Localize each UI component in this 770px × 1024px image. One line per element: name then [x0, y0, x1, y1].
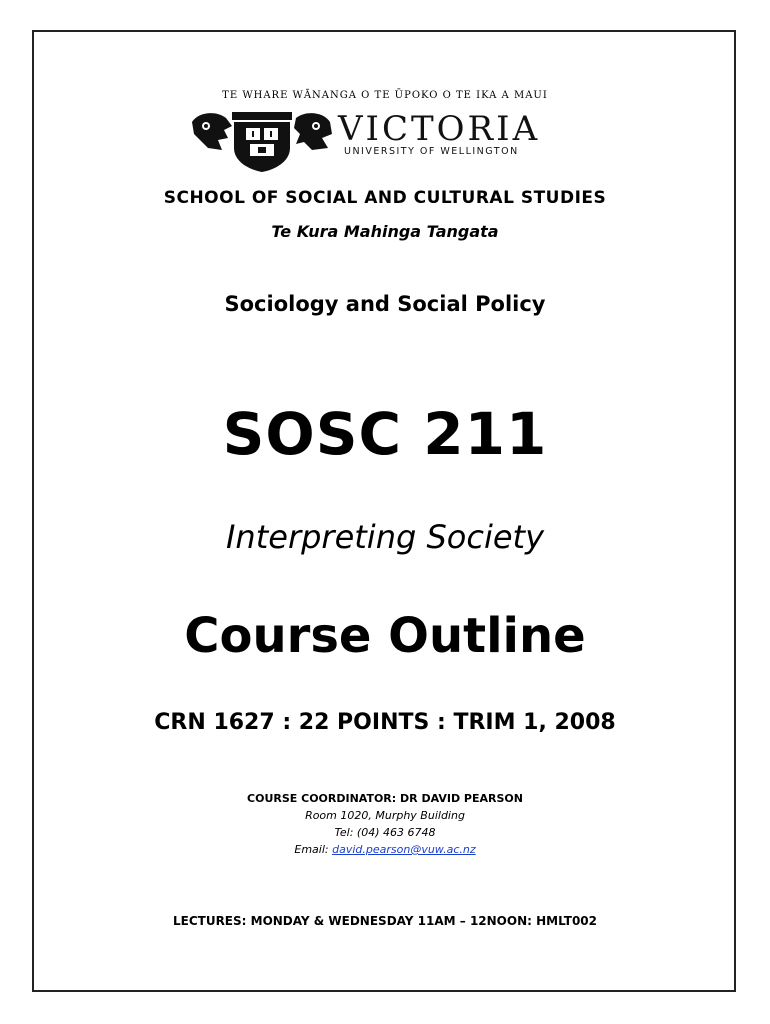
course-coordinator: COURSE COORDINATOR: DR DAVID PEARSON	[247, 792, 523, 805]
left-manaia-icon	[192, 113, 232, 150]
right-manaia-icon	[294, 113, 332, 150]
coordinator-email-line	[0, 843, 770, 856]
school-name: SCHOOL OF SOCIAL AND CULTURAL STUDIES	[163, 188, 607, 208]
coordinator-room: Room 1020, Murphy Building	[305, 809, 465, 822]
university-motto: TE WHARE WĀNANGA O TE ŪPOKO O TE IKA A MAUI	[222, 90, 548, 101]
lecture-schedule: LECTURES: MONDAY & WEDNESDAY 11AM – 12NOON: HMLT002	[172, 914, 597, 928]
course-code: SOSC 211	[222, 400, 548, 468]
university-name: VICTORIA	[338, 109, 541, 149]
university-shield-icon	[232, 112, 292, 172]
victoria-university-logo	[188, 104, 588, 174]
course-title: Interpreting Society	[225, 518, 544, 556]
university-subtitle: UNIVERSITY OF WELLINGTON	[344, 146, 519, 157]
coordinator-email-link[interactable]: david.pearson@vuw.ac.nz	[332, 843, 476, 856]
document-type-heading: Course Outline	[184, 608, 586, 664]
crn-points-trimester: CRN 1627 : 22 POINTS : TRIM 1, 2008	[154, 710, 616, 735]
school-maori-name: Te Kura Mahinga Tangata	[271, 222, 499, 241]
department-name: Sociology and Social Policy	[224, 292, 546, 316]
coordinator-phone: Tel: (04) 463 6748	[334, 826, 436, 839]
email-label: Email:	[294, 843, 333, 856]
